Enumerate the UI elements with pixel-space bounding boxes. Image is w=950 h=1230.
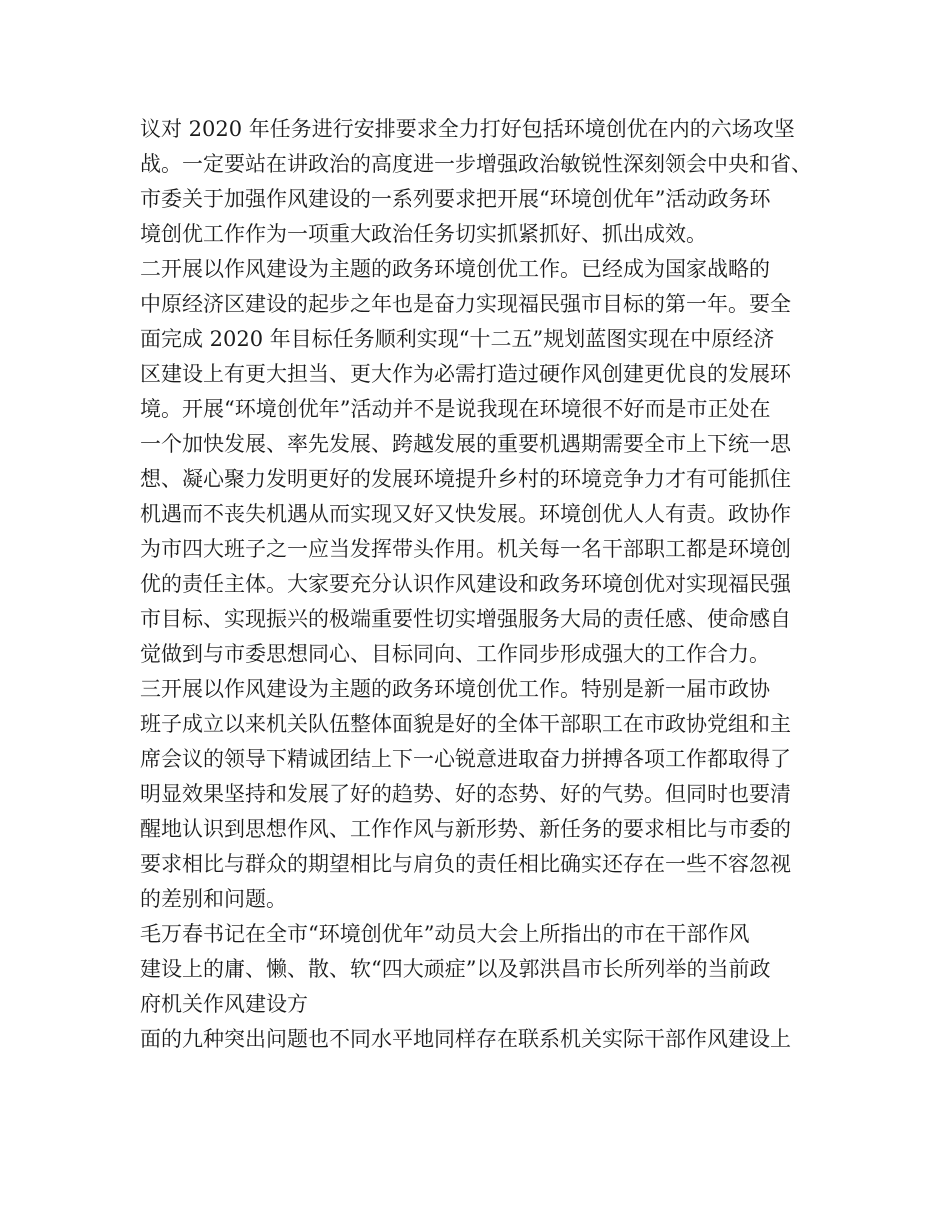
text-line: 二开展以作风建设为主题的政务环境创优工作。已经成为国家战略的: [140, 257, 770, 281]
text-line: 优的责任主体。大家要充分认识作风建设和政务环境创优对实现福民强: [140, 572, 791, 596]
text-line: 面的九种突出问题也不同水平地同样存在联系机关实际干部作风建设上: [140, 1027, 791, 1051]
text-line: 建设上的庸、懒、散、软“四大顽症”以及郭洪昌市长所列举的当前政: [140, 957, 771, 981]
text-line: 市委关于加强作风建设的一系列要求把开展“环境创优年”活动政务环: [140, 187, 771, 211]
text-line: 想、凝心聚力发明更好的发展环境提升乡村的环境竞争力才有可能抓住: [140, 467, 791, 491]
text-line: 境创优工作作为一项重大政治任务切实抓紧抓好、抓出成效。: [140, 222, 707, 246]
text-line: 府机关作风建设方: [140, 992, 308, 1016]
text-line: 市目标、实现振兴的极端重要性切实增强服务大局的责任感、使命感自: [140, 607, 791, 631]
body-text: [140, 112, 820, 1057]
text-line: 觉做到与市委思想同心、目标同向、工作同步形成强大的工作合力。: [140, 642, 770, 666]
text-line: 班子成立以来机关队伍整体面貌是好的全体干部职工在市政协党组和主: [140, 712, 791, 736]
text-line: 的差别和问题。: [140, 887, 287, 911]
text-line: 中原经济区建设的起步之年也是奋力实现福民强市目标的第一年。要全: [140, 292, 791, 316]
text-line: 明显效果坚持和发展了好的趋势、好的态势、好的气势。但同时也要清: [140, 782, 791, 806]
text-line: 面完成 2020 年目标任务顺利实现“十二五”规划蓝图实现在中原经济: [140, 327, 775, 351]
text-line: 一个加快发展、率先发展、跨越发展的重要机遇期需要全市上下统一思: [140, 432, 791, 456]
text-line: 议对 2020 年任务进行安排要求全力打好包括环境创优在内的六场攻坚: [140, 117, 795, 141]
text-line: 醒地认识到思想作风、工作作风与新形势、新任务的要求相比与市委的: [140, 817, 791, 841]
text-line: 三开展以作风建设为主题的政务环境创优工作。特别是新一届市政协: [140, 677, 770, 701]
text-line: 战。一定要站在讲政治的高度进一步增强政治敏锐性深刻领会中央和省、: [140, 152, 812, 176]
text-line: 毛万春书记在全市“环境创优年”动员大会上所指出的市在干部作风: [140, 922, 750, 946]
text-line: 要求相比与群众的期望相比与肩负的责任相比确实还存在一些不容忽视: [140, 852, 791, 876]
text-line: 席会议的领导下精诚团结上下一心锐意进取奋力拼搏各项工作都取得了: [140, 747, 791, 771]
text-line: 区建设上有更大担当、更大作为必需打造过硬作风创建更优良的发展环: [140, 362, 791, 386]
text-line: 机遇而不丧失机遇从而实现又好又快发展。环境创优人人有责。政协作: [140, 502, 791, 526]
text-line: 境。开展“环境创优年”活动并不是说我现在环境很不好而是市正处在: [140, 397, 771, 421]
text-line: 为市四大班子之一应当发挥带头作用。机关每一名干部职工都是环境创: [140, 537, 791, 561]
